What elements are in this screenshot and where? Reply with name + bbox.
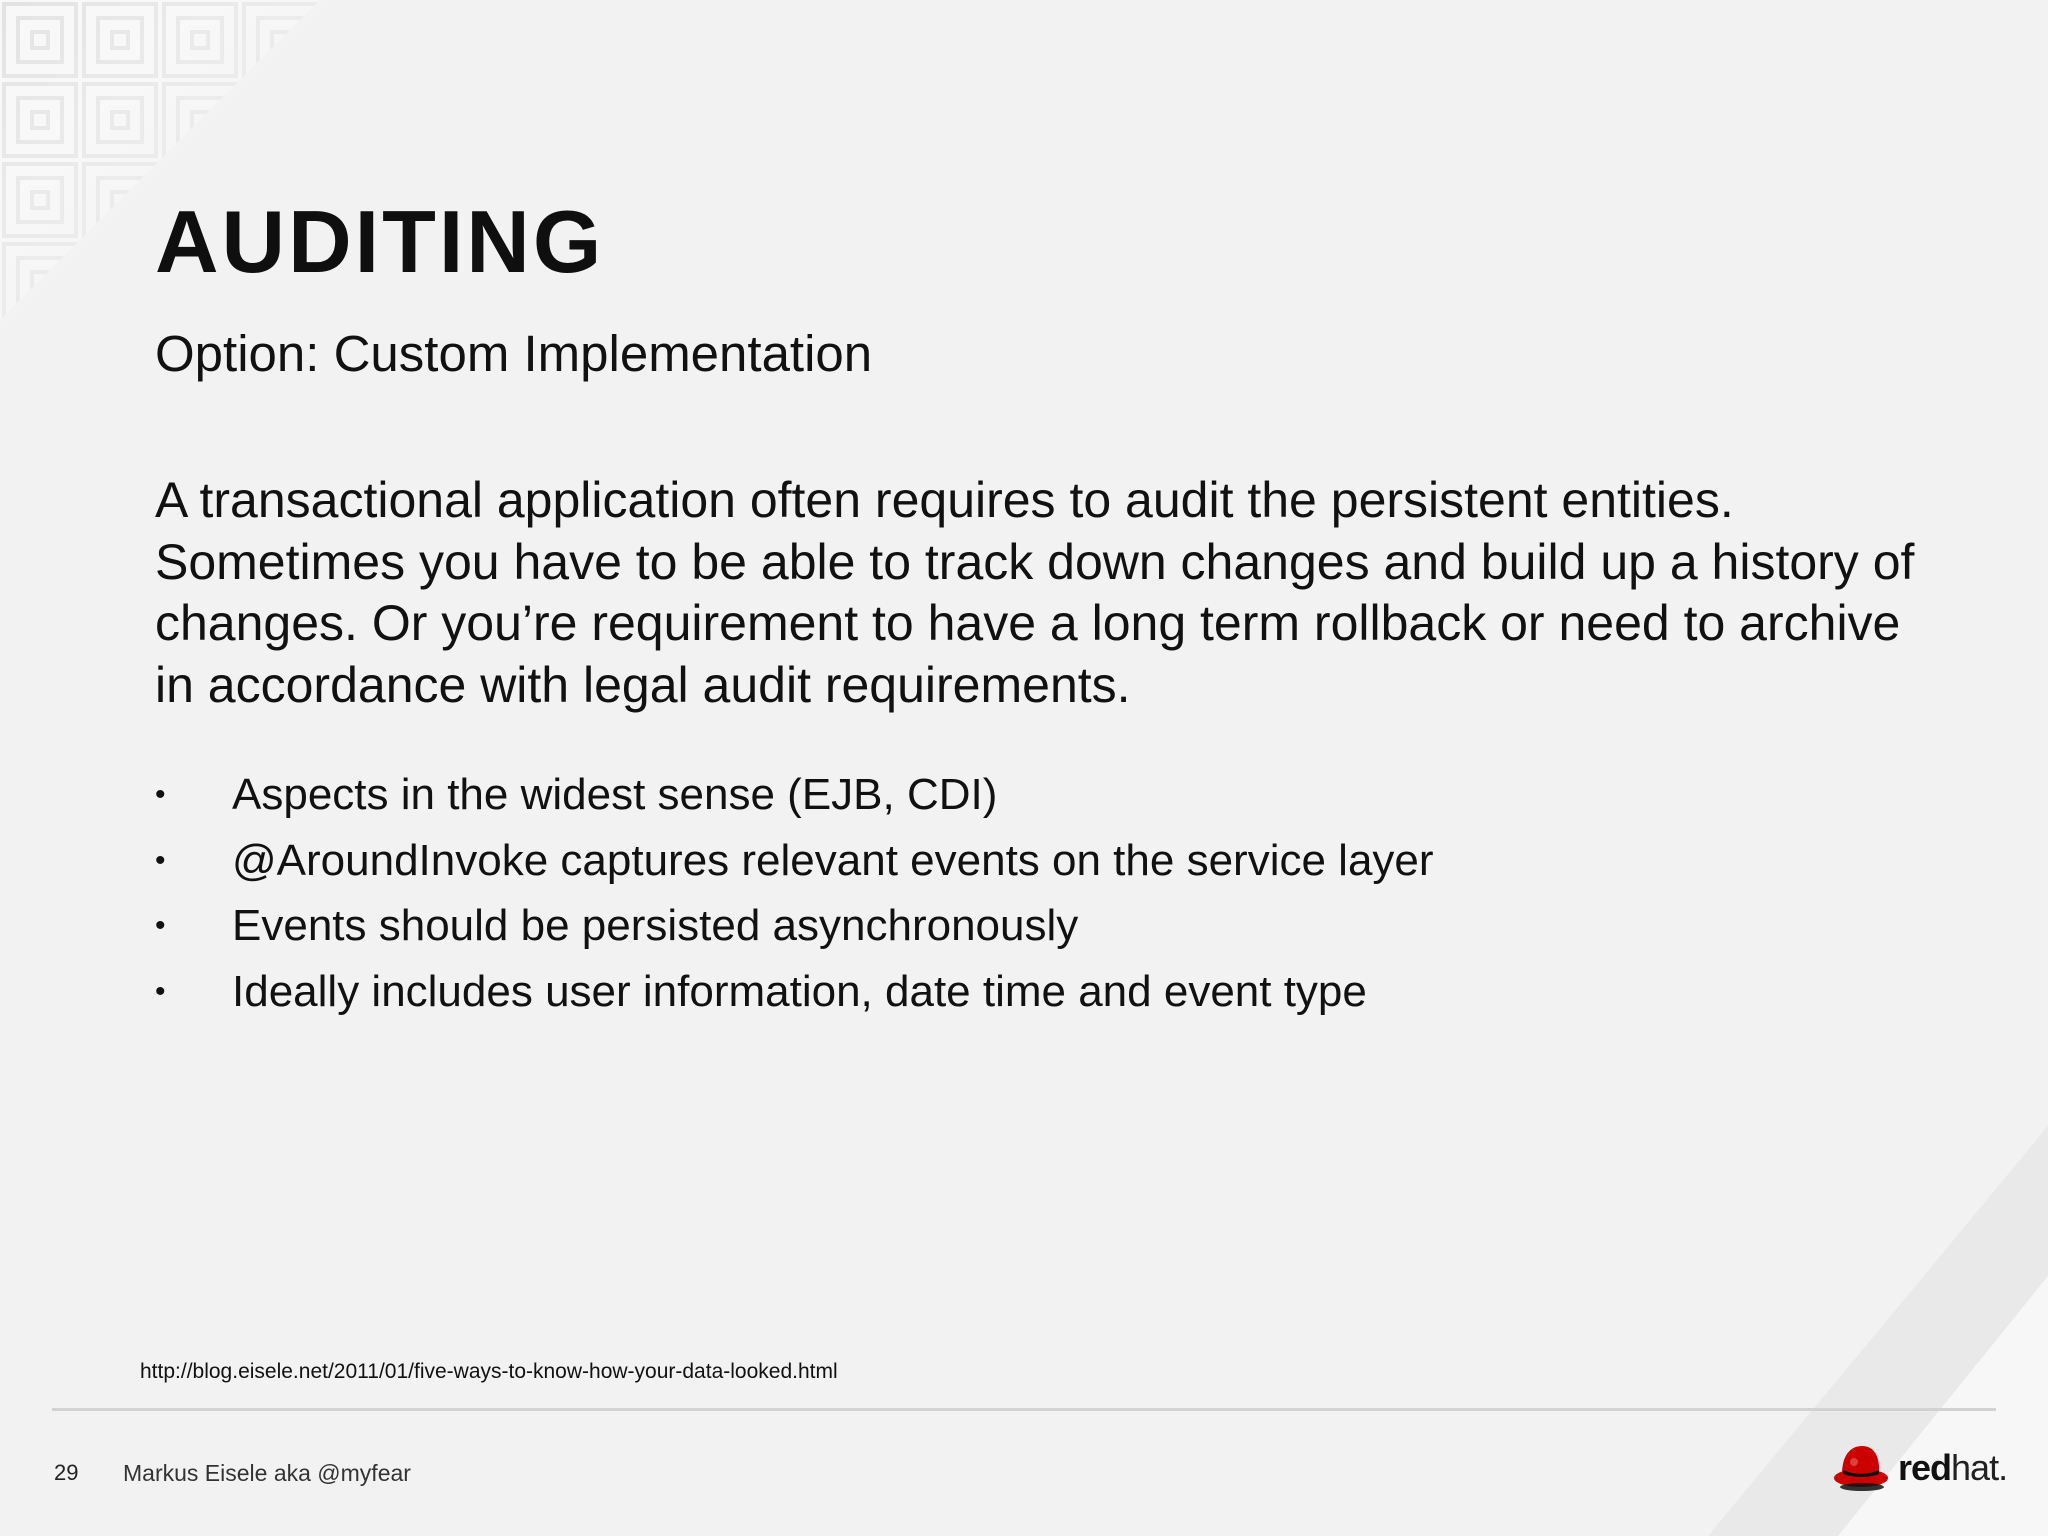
bullet-dot-icon: • (155, 778, 166, 811)
bullet-list (155, 766, 1434, 1028)
bullet-text: Events should be persisted asynchronously (232, 901, 1079, 950)
source-url-link[interactable]: http://blog.eisele.net/2011/01/five-ways-to-know-how-your-data-looked.html (140, 1360, 838, 1383)
bullet-text: Ideally includes user information, date time and event type (232, 966, 1367, 1016)
slide-subtitle: Option: Custom Implementation (155, 325, 873, 382)
bullet-text: Aspects in the widest sense (EJB, CDI) (232, 770, 998, 819)
intro-paragraph: A transactional application often requires to audit the persistent entities. Sometimes you have to be able to track down changes and build up a history of changes. Or you’re requirement to have a long term rollback or need to archive in accordance with legal audit requirements. (155, 472, 1915, 713)
slide-title: AUDITING (155, 192, 605, 291)
bullet-item (155, 832, 1434, 898)
bullet-text: @AroundInvoke captures relevant events on the service layer (232, 835, 1434, 885)
bullet-item (155, 897, 1434, 963)
bullet-item (155, 963, 1434, 1029)
redhat-wordmark-hat: hat. (1951, 1447, 2008, 1488)
page-number: 29 (54, 1460, 79, 1485)
bullet-dot-icon: • (155, 909, 166, 942)
bullet-dot-icon: • (155, 974, 166, 1008)
redhat-shadowman-icon (1832, 1440, 1890, 1492)
bullet-dot-icon: • (155, 843, 166, 877)
bullet-item (155, 766, 1434, 832)
redhat-wordmark (1898, 1447, 2008, 1488)
redhat-wordmark-red: red (1898, 1447, 1952, 1488)
author-credit: Markus Eisele aka @myfear (123, 1460, 411, 1486)
footer-divider (52, 1408, 1996, 1411)
redhat-logo (1832, 1440, 2008, 1496)
